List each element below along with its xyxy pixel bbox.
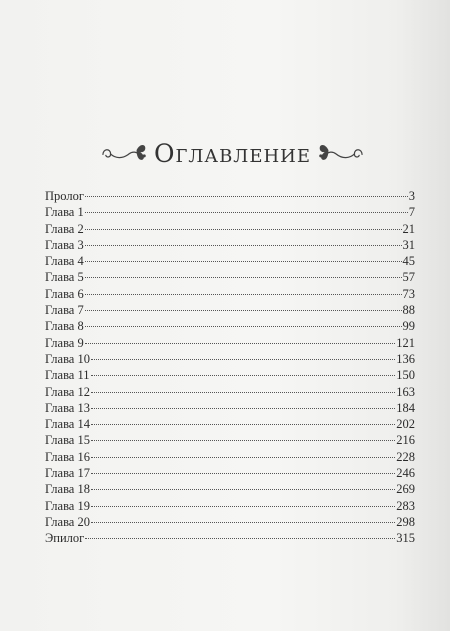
toc-entry-page: 73 bbox=[402, 286, 415, 301]
dot-leader bbox=[91, 407, 395, 409]
toc-entry-label: Глава 2 bbox=[45, 221, 84, 236]
toc-entry-label: Глава 3 bbox=[45, 237, 84, 252]
dot-leader bbox=[91, 521, 395, 523]
toc-entry-label: Глава 5 bbox=[45, 270, 84, 285]
toc-entry-label: Глава 12 bbox=[45, 384, 90, 399]
dot-leader bbox=[91, 358, 395, 360]
dot-leader bbox=[91, 391, 395, 393]
toc-entry bbox=[45, 237, 415, 253]
toc-entry-label: Глава 6 bbox=[45, 286, 84, 301]
toc-entry-page: 88 bbox=[402, 303, 415, 318]
toc-entry bbox=[45, 498, 415, 514]
dot-leader bbox=[85, 537, 395, 539]
toc-entry-page: 163 bbox=[396, 384, 415, 399]
dot-leader bbox=[91, 488, 395, 490]
dot-leader bbox=[91, 423, 395, 425]
toc-entry bbox=[45, 514, 415, 530]
toc-entry bbox=[45, 384, 415, 400]
toc-entry bbox=[45, 481, 415, 497]
toc-entry bbox=[45, 335, 415, 351]
dot-leader bbox=[91, 456, 395, 458]
dot-leader bbox=[91, 374, 396, 376]
toc-entry-page: 121 bbox=[396, 335, 415, 350]
dot-leader bbox=[85, 195, 408, 197]
toc-entry-label: Глава 19 bbox=[45, 498, 90, 513]
toc-entry bbox=[45, 416, 415, 432]
toc-entry-page: 184 bbox=[396, 400, 415, 415]
toc-entry bbox=[45, 188, 415, 204]
toc-entry-label: Глава 16 bbox=[45, 449, 90, 464]
dot-leader bbox=[85, 260, 402, 262]
toc-entry bbox=[45, 400, 415, 416]
toc-entry-page: 228 bbox=[396, 449, 415, 464]
toc-entry bbox=[45, 286, 415, 302]
toc-entry-label: Глава 9 bbox=[45, 335, 84, 350]
toc-entry-label: Глава 20 bbox=[45, 514, 90, 529]
dot-leader bbox=[91, 439, 395, 441]
toc-entry-page: 246 bbox=[396, 466, 415, 481]
toc-entry bbox=[45, 432, 415, 448]
toc-entry-page: 3 bbox=[408, 189, 415, 203]
toc-entry-page: 21 bbox=[402, 221, 415, 236]
toc-entry-page: 150 bbox=[396, 368, 415, 383]
toc-entry bbox=[45, 449, 415, 465]
toc-entry-page: 283 bbox=[396, 498, 415, 513]
toc-entry-label: Глава 18 bbox=[45, 482, 90, 497]
dot-leader bbox=[85, 244, 402, 246]
dot-leader bbox=[85, 342, 396, 344]
flourish-icon bbox=[315, 138, 365, 168]
dot-leader bbox=[91, 505, 395, 507]
dot-leader bbox=[91, 472, 395, 474]
toc-entry-page: 136 bbox=[396, 351, 415, 366]
toc-entry-label: Эпилог bbox=[45, 531, 85, 546]
toc-entry-label: Пролог bbox=[45, 189, 84, 203]
toc-entry-label: Глава 8 bbox=[45, 319, 84, 334]
toc-entry bbox=[45, 204, 415, 220]
dot-leader bbox=[85, 325, 402, 327]
table-of-contents bbox=[45, 188, 415, 547]
toc-entry-label: Глава 10 bbox=[45, 351, 90, 366]
toc-entry-page: 202 bbox=[396, 417, 415, 432]
toc-heading bbox=[100, 128, 365, 178]
toc-entry-label: Глава 14 bbox=[45, 417, 90, 432]
toc-entry-label: Глава 1 bbox=[45, 205, 84, 220]
dot-leader bbox=[85, 211, 408, 213]
flourish-icon bbox=[100, 138, 150, 168]
toc-entry bbox=[45, 351, 415, 367]
toc-entry-page: 45 bbox=[402, 254, 415, 269]
toc-entry-page: 99 bbox=[402, 319, 415, 334]
toc-entry-page: 57 bbox=[402, 270, 415, 285]
toc-entry-page: 31 bbox=[402, 237, 415, 252]
dot-leader bbox=[85, 276, 402, 278]
dot-leader bbox=[85, 309, 402, 311]
toc-entry-label: Глава 11 bbox=[45, 368, 90, 383]
toc-entry bbox=[45, 318, 415, 334]
toc-entry-page: 298 bbox=[396, 514, 415, 529]
dot-leader bbox=[85, 228, 402, 230]
toc-entry bbox=[45, 253, 415, 269]
toc-entry-label: Глава 13 bbox=[45, 400, 90, 415]
toc-entry bbox=[45, 269, 415, 285]
toc-entry bbox=[45, 302, 415, 318]
toc-entry bbox=[45, 465, 415, 481]
toc-entry-page: 269 bbox=[396, 482, 415, 497]
toc-entry-label: Глава 15 bbox=[45, 433, 90, 448]
toc-entry-page: 7 bbox=[408, 205, 415, 220]
dot-leader bbox=[85, 293, 402, 295]
toc-entry-label: Глава 4 bbox=[45, 254, 84, 269]
toc-entry bbox=[45, 221, 415, 237]
toc-entry-page: 315 bbox=[396, 531, 415, 546]
toc-entry-page: 216 bbox=[396, 433, 415, 448]
toc-entry-label: Глава 17 bbox=[45, 466, 90, 481]
page-title: Оглавление bbox=[154, 138, 311, 168]
toc-entry bbox=[45, 530, 415, 546]
toc-entry-label: Глава 7 bbox=[45, 303, 84, 318]
toc-entry bbox=[45, 367, 415, 383]
